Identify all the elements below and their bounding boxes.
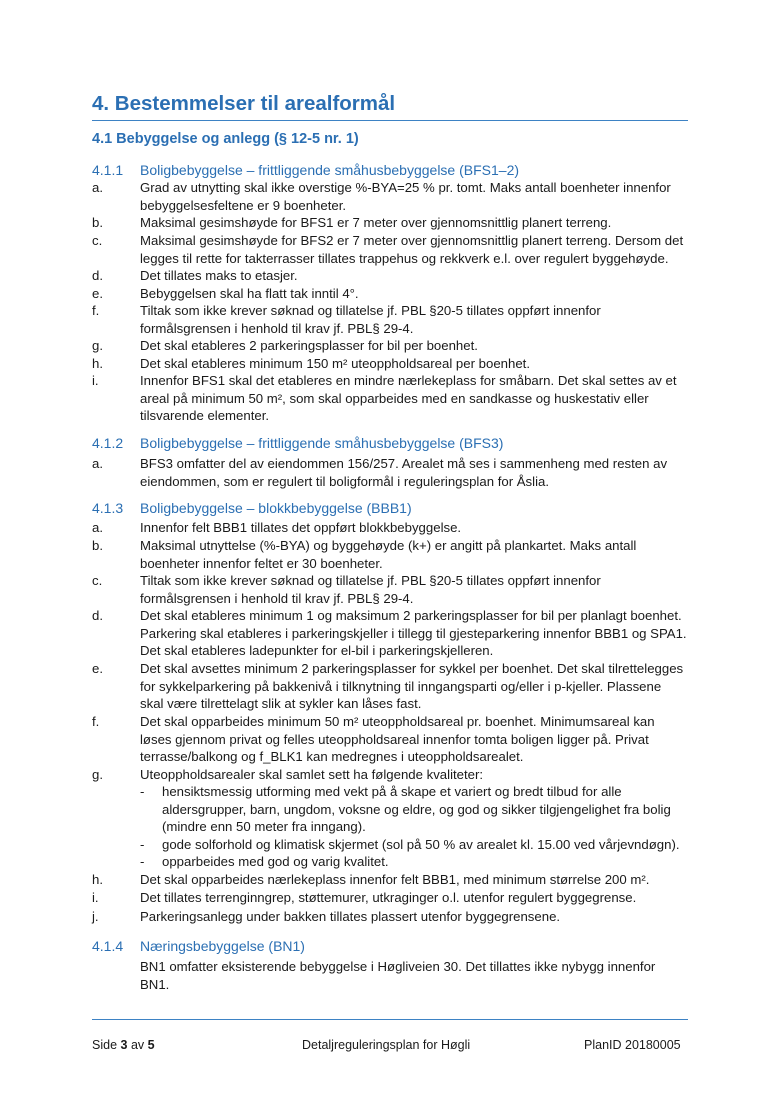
chapter-heading: 4. Bestemmelser til arealformål bbox=[92, 92, 688, 121]
subsection-heading-4-1-1 bbox=[92, 162, 519, 178]
list-label: i. bbox=[92, 373, 99, 388]
subsection-heading-4-1-2 bbox=[92, 435, 503, 451]
list-text: Parkeringsanlegg under bakken tillates plassert utenfor byggegrensene. bbox=[140, 909, 561, 924]
list-text: BFS3 omfatter del av eiendommen 156/257. Arealet må ses i sammenheng med resten av bbox=[140, 456, 668, 471]
subsection-title: Boligbebyggelse – frittliggende småhusbebyggelse (BFS3) bbox=[140, 435, 504, 451]
list-text: Uteoppholdsarealer skal samlet sett ha følgende kvaliteter: bbox=[140, 767, 484, 782]
list-label: g. bbox=[92, 338, 103, 353]
subsection-title: Boligbebyggelse – frittliggende småhusbebyggelse (BFS1–2) bbox=[140, 162, 520, 178]
list-label: a. bbox=[92, 180, 103, 195]
list-item bbox=[92, 871, 688, 889]
list-label: b. bbox=[92, 538, 103, 553]
list-text: formålsgrensen i henhold til krav jf. PBL§ 29-4. bbox=[140, 320, 414, 336]
list-text: formålsgrensen i henhold til krav jf. PBL§ 29-4. bbox=[140, 590, 414, 606]
subsection-title: Næringsbebyggelse (BN1) bbox=[140, 938, 305, 954]
paragraph bbox=[140, 958, 655, 993]
subsection-heading-4-1-3 bbox=[92, 500, 412, 516]
list-text: Maksimal gesimshøyde for BFS1 er 7 meter over gjennomsnittlig planert terreng. bbox=[140, 215, 612, 230]
list-text: Det skal opparbeides nærlekeplass innenfor felt BBB1, med minimum størrelse 200 m². bbox=[140, 872, 650, 887]
list-item bbox=[92, 372, 688, 425]
list-text: Det skal etableres 2 parkeringsplasser for bil per boenhet. bbox=[140, 338, 478, 353]
list-label: j. bbox=[92, 909, 99, 924]
list-label: a. bbox=[92, 456, 103, 471]
list-text: tilsvarende elementer. bbox=[140, 408, 270, 423]
footer-plan-id: PlanID 20180005 bbox=[584, 1038, 681, 1052]
list-text: Det skal etableres ladepunkter for el-bil i parkeringskjelleren. bbox=[140, 643, 494, 658]
list-item bbox=[92, 713, 688, 766]
list-text: Maksimal gesimshøyde for BFS2 er 7 meter over gjennomsnittlig planert terreng. Dersom det bbox=[140, 233, 684, 248]
list-text: eiendommen, som er regulert til boligformål i reguleringsplan for Åslia. bbox=[140, 473, 549, 489]
list-item bbox=[92, 519, 688, 537]
section-heading: 4.1 Bebyggelse og anlegg (§ 12-5 nr. 1) bbox=[92, 131, 359, 147]
list-text: løses gjennom privat og felles uteoppholdsareal innenfor tomta boligen ligger på. Privat bbox=[140, 731, 649, 747]
list-text: for sykkelparkering på bakkenivå i tilknytning til inngangsparti og/eller i p-kjeller. Plassene bbox=[140, 678, 662, 694]
list-text: Det tillates terrenginngrep, støttemurer, utkraginger o.l. utenfor regulert byggegrense. bbox=[140, 890, 637, 905]
page-sep: av bbox=[130, 1038, 145, 1052]
list-label: c. bbox=[92, 233, 103, 248]
list-text: Maksimal utnyttelse (%-BYA) og byggehøyde (k+) er angitt på plankartet. Maks antall bbox=[140, 538, 637, 553]
list-text: Bebyggelsen skal ha flatt tak inntil 4°. bbox=[140, 286, 359, 301]
list-label: e. bbox=[92, 661, 103, 676]
list-label: f. bbox=[92, 303, 100, 318]
list-label: d. bbox=[92, 268, 103, 283]
list-text: Det skal avsettes minimum 2 parkeringsplasser for sykkel per boenhet. Det skal tilrettelegges bbox=[140, 661, 684, 676]
list-text: Parkering skal etableres i parkeringskjeller i tillegg til gjesteparkering innenfor BBB1 og SPA1. bbox=[140, 625, 687, 641]
list-text: terrasse/balkong og f_BLK1 kan medregnes i uteoppholdsarealet. bbox=[140, 749, 524, 764]
list-item bbox=[92, 766, 688, 784]
page-prefix: Side bbox=[92, 1038, 118, 1052]
list-item bbox=[92, 232, 688, 267]
list-item bbox=[92, 302, 688, 337]
sub-list-text: opparbeides med god og varig kvalitet. bbox=[162, 854, 389, 869]
list-item bbox=[92, 660, 688, 713]
page-number bbox=[92, 1038, 155, 1052]
list-label: h. bbox=[92, 872, 103, 887]
list-item bbox=[92, 572, 688, 607]
paragraph-line: BN1 omfatter eksisterende bebyggelse i Høgliveien 30. Det tillattes ikke nybygg innenfor bbox=[140, 959, 656, 974]
list-label: c. bbox=[92, 573, 103, 588]
sub-list-item bbox=[140, 836, 688, 854]
list-item bbox=[92, 179, 688, 214]
subsection-number: 4.1.3 bbox=[92, 500, 124, 516]
list-label: d. bbox=[92, 608, 103, 623]
list-text: Det skal opparbeides minimum 50 m² uteoppholdsareal pr. boenhet. Minimumsareal kan bbox=[140, 714, 655, 729]
list-text: areal på minimum 50 m², som skal opparbeides med en sandkasse og huskestativ eller bbox=[140, 390, 649, 406]
page-current: 3 bbox=[120, 1038, 128, 1052]
page-total: 5 bbox=[147, 1038, 155, 1052]
list-text: Tiltak som ikke krever søknad og tillatelse jf. PBL §20-5 tillates oppført innenfor bbox=[140, 303, 601, 318]
sub-list-item bbox=[140, 783, 688, 836]
list-text: Grad av utnytting skal ikke overstige %-BYA=25 % pr. tomt. Maks antall boenheter innenfor bbox=[140, 180, 671, 195]
list-text: Det tillates maks to etasjer. bbox=[140, 268, 298, 283]
sub-list-text: aldersgrupper, barn, ungdom, voksne og eldre, og god og sikker tilgjengelighet fra bolig bbox=[162, 801, 671, 817]
list-text: Det skal etableres minimum 1 og maksimum 2 parkeringsplasser for bil per planlagt boenhet. bbox=[140, 608, 682, 623]
footer-divider bbox=[92, 1019, 688, 1020]
footer-document-title: Detaljreguleringsplan for Høgli bbox=[302, 1038, 471, 1052]
subsection-number: 4.1.2 bbox=[92, 435, 124, 451]
list-label: b. bbox=[92, 215, 103, 230]
subsection-title: Boligbebyggelse – blokkbebyggelse (BBB1) bbox=[140, 500, 412, 516]
subsection-number: 4.1.1 bbox=[92, 162, 124, 178]
sub-list-text: hensiktsmessig utforming med vekt på å skape et variert og bredt tilbud for alle bbox=[162, 784, 622, 799]
list-item bbox=[92, 355, 688, 373]
list-label: h. bbox=[92, 356, 103, 371]
sub-list-dash: - bbox=[140, 837, 145, 852]
subsection-heading-4-1-4 bbox=[92, 938, 305, 954]
list-item bbox=[92, 285, 688, 303]
list-text: Innenfor BFS1 skal det etableres en mindre nærlekeplass for småbarn. Det skal settes av et bbox=[140, 373, 677, 388]
sub-list-dash: - bbox=[140, 784, 145, 799]
list-item bbox=[92, 537, 688, 572]
list-text: skal være tilrettelagt slik at sykler kan låses fast. bbox=[140, 696, 422, 711]
list-text: boenheter innenfor feltet er 30 boenheter. bbox=[140, 555, 383, 571]
list-text: Innenfor felt BBB1 tillates det oppført blokkbebyggelse. bbox=[140, 520, 462, 535]
sub-list-text: (mindre enn 50 meter fra inngang). bbox=[162, 819, 366, 834]
list-label: f. bbox=[92, 714, 100, 729]
subsection-number: 4.1.4 bbox=[92, 938, 124, 954]
sub-list-text: gode solforhold og klimatisk skjermet (sol på 50 % av arealet kl. 15.00 ved vårjevndøgn). bbox=[162, 837, 680, 852]
list-item bbox=[92, 337, 688, 355]
list-item bbox=[92, 607, 688, 660]
list-label: e. bbox=[92, 286, 103, 301]
list-item bbox=[92, 889, 688, 907]
list-label: i. bbox=[92, 890, 99, 905]
list-item bbox=[92, 214, 688, 232]
list-item bbox=[92, 455, 688, 490]
list-item bbox=[92, 267, 688, 285]
list-label: g. bbox=[92, 767, 103, 782]
list-item bbox=[92, 908, 688, 926]
list-text: legges til rette for takterrasser tillates trappehus og rekkverk e.l. over regulert byggehøyde. bbox=[140, 250, 669, 266]
list-text: Tiltak som ikke krever søknad og tillatelse jf. PBL §20-5 tillates oppført innenfor bbox=[140, 573, 601, 588]
sub-list-dash: - bbox=[140, 854, 145, 869]
list-label: a. bbox=[92, 520, 103, 535]
list-text: bebyggelsesfeltene er 9 boenheter. bbox=[140, 197, 347, 213]
paragraph-line: BN1. bbox=[140, 976, 170, 992]
list-text: Det skal etableres minimum 150 m² uteoppholdsareal per boenhet. bbox=[140, 356, 530, 371]
sub-list-item bbox=[140, 853, 688, 871]
